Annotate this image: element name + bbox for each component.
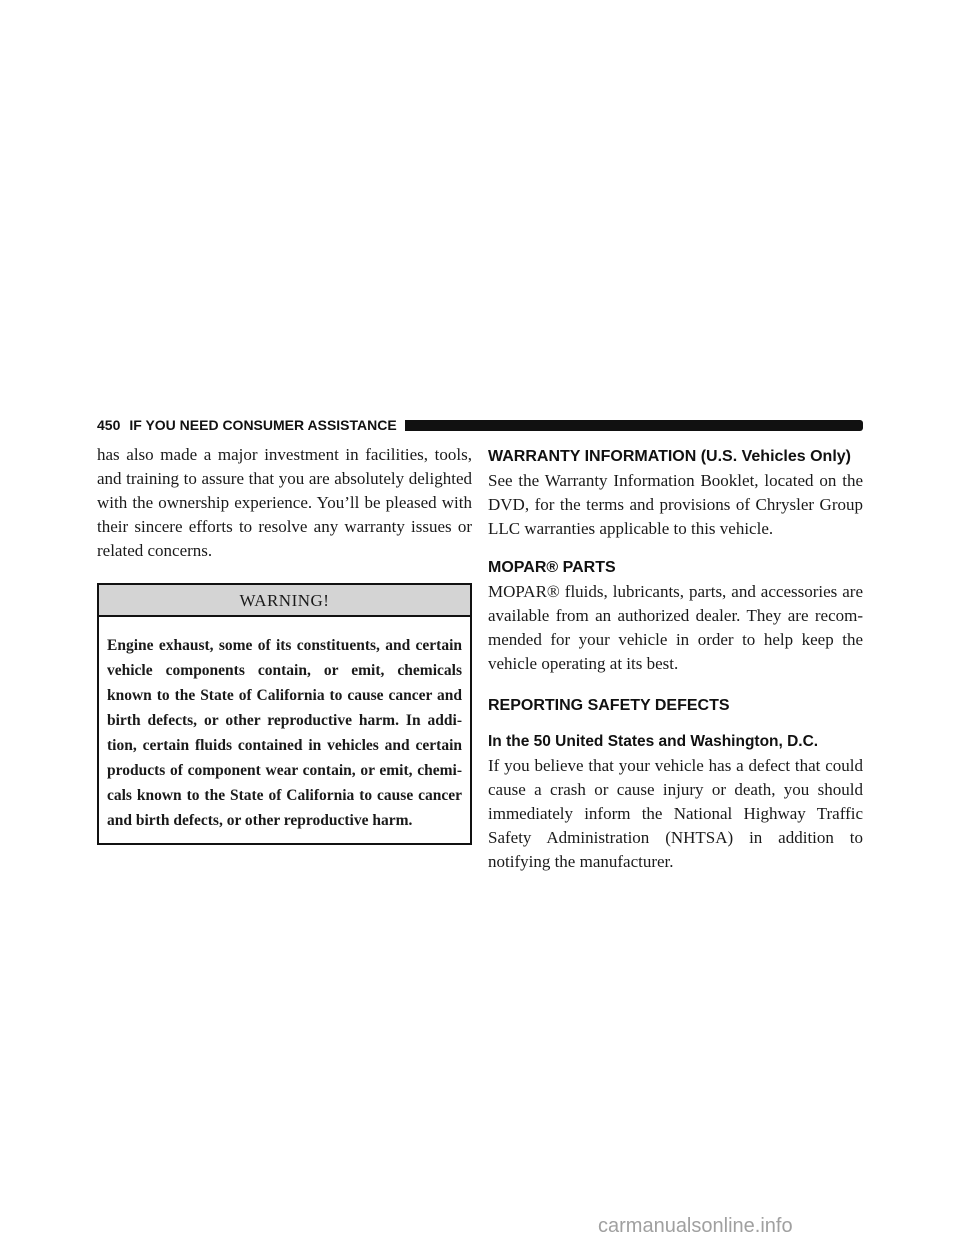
warranty-heading: WARRANTY INFORMATION (U.S. Vehicles Only): [488, 448, 851, 465]
mopar-paragraph: MOPAR® fluids, lubricants, parts, and accessories are available from an authorized dealer. They are recom-mended for your vehicle in order to help keep the vehicle operating at its best.: [488, 582, 863, 673]
right-column: [488, 443, 863, 874]
warranty-paragraph: See the Warranty Information Booklet, located on the DVD, for the terms and provisions of Chrysler Group LLC warranties applicable to this vehicle.: [488, 471, 863, 538]
watermark-text: carmanualsonline.info: [598, 1215, 793, 1237]
warning-body: Engine exhaust, some of its constituents, and certain vehicle components contain, or emit, chemicals known to the State of California to cause cancer and birth defects, or other reproductive harm. In addi-tion, certain fluids contained in vehicles and certain products of component wear contain, or emit, chemi-cals known to the State of California to cause cancer and birth defects, or other reproductive harm.: [107, 637, 462, 829]
reporting-heading: REPORTING SAFETY DEFECTS: [488, 697, 730, 714]
header-rule: [405, 420, 863, 431]
left-column: [97, 443, 472, 845]
us-subheading: In the 50 United States and Washington, D.C.: [488, 733, 819, 750]
warning-box: [97, 583, 472, 845]
page-number: 450: [97, 417, 121, 433]
warning-title: WARNING!: [99, 585, 470, 617]
us-paragraph: If you believe that your vehicle has a defect that could cause a crash or cause injury or death, you should immediately inform the National Highway Traffic Safety Administration (NHTSA) in addition to notifying the manufacturer.: [488, 756, 863, 871]
mopar-heading: MOPAR® PARTS: [488, 559, 616, 576]
page-header: [97, 416, 863, 434]
intro-paragraph: has also made a major investment in facilities, tools, and training to assure that you are absolutely delighted with the ownership experience. You’ll be pleased with their sincere efforts to resolve any warranty issues or related concerns.: [97, 445, 472, 560]
section-title: IF YOU NEED CONSUMER ASSISTANCE: [129, 417, 397, 433]
